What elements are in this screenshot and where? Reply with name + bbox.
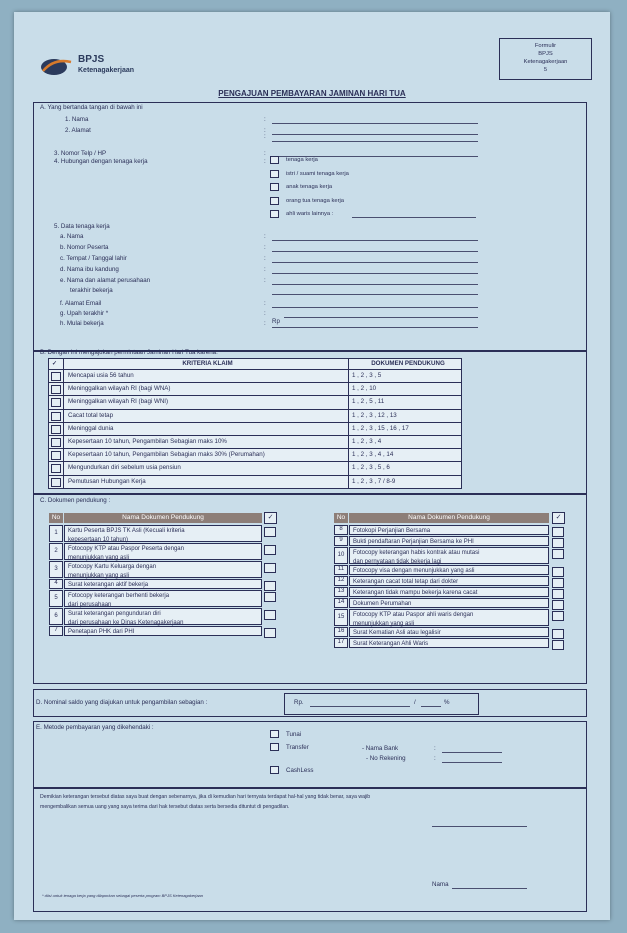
doc-checkbox[interactable] [552,549,564,559]
criteria-label: Meninggalkan wilayah RI (bagi WNI) [68,398,169,406]
applicant-field-line[interactable] [272,141,478,142]
account-no-line[interactable] [442,762,502,763]
criteria-checkbox[interactable] [51,398,61,407]
bank-name-colon: : [434,745,436,752]
doc-name: Keterangan cacat total tetap dari dokter [353,579,459,585]
field-colon: : [264,244,266,251]
criteria-label: Cacat total tetap [68,411,114,419]
criteria-checkbox[interactable] [51,438,61,447]
doc-no: 15 [337,613,345,620]
payment-cash-checkbox[interactable] [270,730,279,738]
worker-field-label: a. Nama [60,233,84,240]
worker-field-label: e. Nama dan alamat perusahaan [60,277,151,284]
doc-checkbox[interactable] [552,567,564,577]
criteria-checkbox[interactable] [51,451,61,460]
criteria-row-divider [49,448,461,449]
worker-field-line[interactable] [284,317,478,318]
field-colon: : [264,320,266,327]
doc-no: 3 [54,565,58,572]
doc-name: Keterangan tidak mampu bekerja karena cacat [353,590,478,596]
doc-name: Kartu Peserta BPJS TK Asli (Kecuali kriteria [68,528,185,534]
doc-no: 14 [337,599,345,605]
doc-name: Surat keterangan pengunduran diri [68,611,161,617]
doc-no: 10 [337,551,345,558]
worker-field-line[interactable] [272,284,478,285]
doc-checkbox[interactable] [552,640,564,650]
relation-label: tenaga kerja [286,157,318,163]
doc-no: 2 [54,547,58,554]
col-docs-header: DOKUMEN PENDUKUNG [371,360,445,367]
worker-heading: 5. Data tenaga kerja [54,223,110,230]
doc-name: Penetapan PHK dari PHI [68,629,135,635]
criteria-checkbox[interactable] [51,412,61,421]
applicant-field-label: 1. Nama [65,116,89,123]
criteria-checkbox[interactable] [51,464,61,473]
worker-field-line[interactable] [272,294,478,295]
doc-checkbox[interactable] [264,527,276,537]
applicant-field-label: 3. Nomor Telp / HP [54,150,107,157]
doc-no: 11 [337,566,345,572]
nominal-percent-line[interactable] [421,706,441,707]
criteria-checkbox[interactable] [51,372,61,381]
doc-name: Fotocopy KTP atau Paspor Peserta dengan [68,546,184,552]
criteria-docs: 1 , 2 , 3 , 4 , 14 [352,451,394,459]
form-page [14,12,610,920]
criteria-row-divider [49,461,461,462]
worker-field-label: c. Tempat / Tanggal lahir [60,255,127,262]
relation-other-line[interactable] [352,217,476,218]
payment-cashless-checkbox[interactable] [270,766,279,774]
nominal-amount-line[interactable] [310,706,410,707]
worker-field-line[interactable] [272,262,478,263]
criteria-table-header [49,359,461,370]
worker-field-label: f. Alamat Email [60,300,102,307]
right-col-check: ✓ [552,512,565,524]
criteria-row-divider [49,475,461,476]
doc-no: 4 [54,580,58,586]
doc-name: kepesertaan 10 tahun) [68,536,129,543]
section-a-frame [33,102,587,351]
criteria-docs: 1 , 2 , 3 , 5 [352,372,382,379]
field-colon: : [264,255,266,262]
doc-name: Fotocopy visa dengan menunjukkan yang asli [353,568,475,574]
relation-checkbox[interactable] [270,183,279,191]
doc-no: 13 [337,588,345,594]
bpjs-logo-icon [40,56,74,78]
payment-cashless-label: CashLess [286,767,314,774]
doc-no: 1 [54,529,58,536]
section-b-heading: B. Dengan ini mengajukan permintaan Jaminan Hari Tua karena: [40,349,218,356]
section-e-label: E. Metode pembayaran yang dikehendaki : [36,724,154,731]
criteria-docs: 1 , 2 , 5 , 11 [352,398,385,406]
signature-name-line[interactable] [452,888,527,889]
field-colon: : [264,266,266,273]
doc-name: Surat Keterangan Ahli Waris [353,641,429,647]
section-c-heading: C. Dokumen pendukung : [40,497,111,504]
worker-field-label: g. Upah terakhir * [60,310,109,317]
criteria-row-divider [49,422,461,423]
criteria-checkbox[interactable] [51,425,61,434]
bank-name-label: - Nama Bank [362,745,399,752]
form-code-line: Formulir [534,43,557,49]
statement-line-2: mengembalikan semua uang yang saya terima dari hak tersebut diatas serta bersedia dituntut di pengadilan. [40,804,290,810]
doc-name: Surat keterangan aktif bekerja [68,582,149,588]
criteria-checkbox[interactable] [51,385,61,394]
payment-cash-label: Tunai [286,731,302,738]
criteria-docs: 1 , 2 , 3 , 4 [352,438,382,445]
worker-field-line[interactable] [272,240,478,241]
doc-no: 17 [337,639,345,645]
field-colon: : [264,127,266,134]
field-colon: : [264,233,266,240]
applicant-field-label: 4. Hubungan dengan tenaga kerja [54,158,148,165]
criteria-label: Kepesertaan 10 tahun, Pengambilan Sebagian maks 10% [68,438,227,445]
worker-field-label: h. Mulai bekerja [60,320,104,327]
doc-no: 5 [54,594,58,601]
criteria-docs: 1 , 2 , 10 [352,385,377,393]
field-colon: : [264,133,266,140]
doc-name: menunjukkan yang asli [353,620,415,627]
doc-checkbox[interactable] [264,628,276,638]
doc-checkbox[interactable] [552,611,564,621]
doc-checkbox[interactable] [552,538,564,548]
right-col-no: No [334,513,348,523]
doc-name: Surat Kematian Asli atau legalisir [353,630,441,636]
doc-no: 9 [339,537,343,543]
worker-field-label: b. Nomor Peserta [60,244,109,251]
doc-checkbox[interactable] [552,578,564,588]
relation-label: anak tenaga kerja [286,184,333,190]
signature-date-line[interactable] [432,826,527,827]
field-colon: : [264,116,266,123]
doc-name: Fotocopy keterangan berhenti bekerja [68,593,170,599]
nominal-percent: % [444,699,450,706]
doc-checkbox[interactable] [264,545,276,555]
doc-name: Fotocopy KTP atau Paspor ahli waris dengan [353,612,474,618]
doc-name: menunjukkan yang asli [68,554,130,561]
form-code-box [499,38,592,80]
applicant-field-line[interactable] [272,134,478,135]
field-colon: : [264,150,266,157]
criteria-label: Mengundurkan diri sebelum usia pensiun [68,464,181,472]
criteria-row-divider [49,435,461,436]
doc-name: dari perusahaan ke Dinas Ketenagakerjaan [68,619,184,626]
brand-name: BPJS [78,54,105,65]
relation-checkbox[interactable] [270,170,279,178]
doc-checkbox[interactable] [552,527,564,537]
criteria-label: Kepesertaan 10 tahun, Pengambilan Sebagian maks 30% (Perumahan) [68,451,265,459]
criteria-docs: 1 , 2 , 3 , 15 , 16 , 17 [352,424,409,432]
nominal-slash: / [414,699,416,706]
doc-name: menunjukkan yang asli [68,572,130,579]
worker-field-line[interactable] [272,307,478,308]
doc-checkbox[interactable] [552,589,564,599]
doc-no: 7 [54,627,58,633]
criteria-label: Pemutusan Hubungan Kerja [68,477,146,485]
left-col-name: Nama Dokumen Pendukung [64,513,262,523]
criteria-docs: 1 , 2 , 3 , 12 , 13 [352,411,397,419]
left-col-no: No [49,513,63,523]
criteria-row-divider [49,395,461,396]
applicant-field-line[interactable] [272,123,478,124]
doc-no: 16 [337,628,345,634]
page-title: PENGAJUAN PEMBAYARAN JAMINAN HARI TUA [218,89,406,98]
applicant-field-label: 2. Alamat [65,127,91,134]
account-no-colon: : [434,755,436,762]
doc-name: Bukti pendaftaran Perjanjian Bersama ke PHI [353,539,474,545]
doc-no: 12 [337,577,345,583]
doc-name: Dokumen Perumahan [353,601,412,607]
criteria-checkbox[interactable] [51,478,61,487]
criteria-label: Mencapai usia 56 tahun [68,372,134,379]
payment-transfer-checkbox[interactable] [270,743,279,751]
section-a-heading: A. Yang bertanda tangan di bawah ini [40,104,143,111]
form-code-line: Ketenagakerjaan [523,59,568,65]
worker-field-line[interactable] [272,327,478,328]
doc-checkbox[interactable] [264,610,276,620]
worker-field-line[interactable] [272,273,478,274]
worker-field-line[interactable] [272,251,478,252]
worker-field-label: d. Nama ibu kandung [60,266,119,273]
doc-checkbox[interactable] [264,592,276,602]
rp-prefix: Rp [272,318,280,325]
statement-line-1: Demikian keterangan tersebut diatas saya buat dengan sebenarnya, jika di kemudian hari ternyata terdapat hal-hal yang tidak benar, saya wajib [40,794,371,800]
doc-name: Fotocopy Kartu Keluarga dengan [68,564,157,570]
form-code-line: 5 [543,67,548,73]
col-check-header: ✓ [52,360,58,367]
criteria-docs: 1 , 2 , 3 , 7 / 8-9 [352,477,396,485]
payment-transfer-label: Transfer [286,744,309,751]
doc-name: dari perusahaan [68,601,112,608]
doc-checkbox[interactable] [264,563,276,573]
criteria-row-divider [49,409,461,410]
bank-name-line[interactable] [442,752,502,753]
doc-name: Fotokopi Perjanjian Bersama [353,528,431,534]
relation-label: ahli waris lainnya : [286,211,334,217]
worker-field-label: terakhir bekerja [70,287,113,294]
field-colon: : [264,158,266,165]
footnote: * diisi untuk tenaga kerja yang dilaporkan sebagai peserta program BPJS Ketenagakerjaan [42,893,203,898]
doc-no: 8 [339,526,343,532]
relation-label: istri / suami tenaga kerja [286,170,349,177]
criteria-label: Meninggalkan wilayah RI (bagi WNA) [68,385,171,393]
relation-checkbox[interactable] [270,210,279,218]
criteria-label: Meninggal dunia [68,424,114,432]
left-col-check: ✓ [264,512,277,524]
field-colon: : [264,277,266,284]
doc-checkbox[interactable] [552,629,564,639]
doc-name: dan pernyataan tidak bekerja lagi [353,558,442,565]
criteria-docs: 1 , 2 , 3 , 5 , 6 [352,464,390,472]
right-col-name: Nama Dokumen Pendukung [349,513,549,523]
col-criteria-header: KRITERIA KLAIM [182,360,233,367]
account-no-label: - No Rekening [366,755,406,762]
doc-no: 6 [54,612,58,619]
brand-sub: Ketenagakerjaan [78,67,135,74]
bpjs-logo [40,54,170,80]
nominal-rp: Rp. [294,699,304,706]
doc-name: Fotocopy keterangan habis kontrak atau mutasi [353,550,480,556]
relation-checkbox[interactable] [270,197,279,205]
section-d-label: D. Nominal saldo yang diajukan untuk pengambilan sebagian : [36,699,208,706]
doc-checkbox[interactable] [264,581,276,591]
criteria-row-divider [49,382,461,383]
signature-name-label: Nama [432,881,449,888]
relation-label: orang tua tenaga kerja [286,197,345,204]
form-code-line: BPJS [538,51,553,57]
field-colon: : [264,310,266,317]
field-colon: : [264,300,266,307]
doc-checkbox[interactable] [552,600,564,610]
relation-checkbox[interactable] [270,156,279,164]
